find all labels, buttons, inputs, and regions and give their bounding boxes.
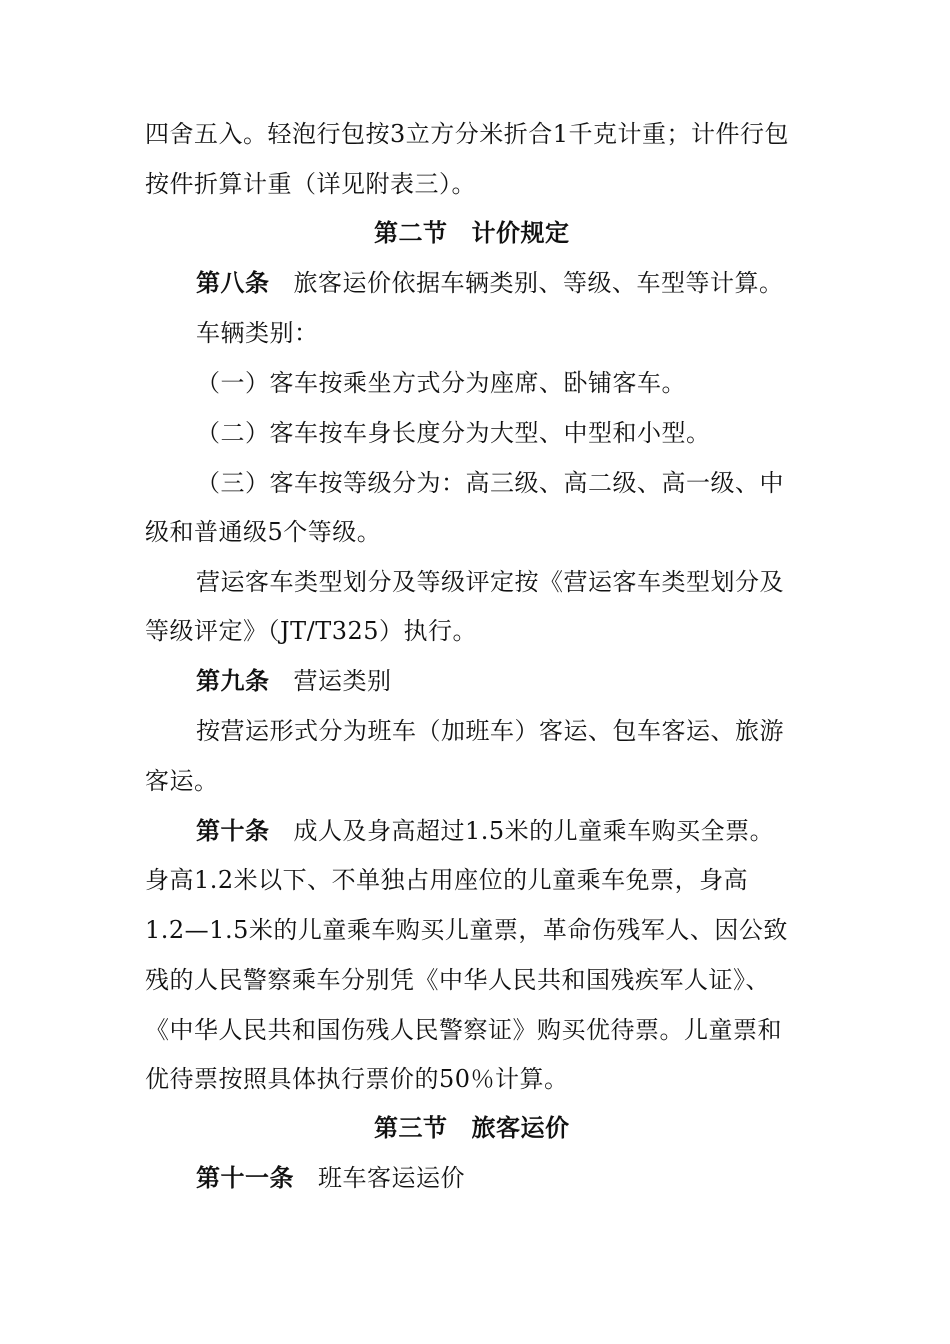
text-line: 1.2—1.5米的儿童乘车购买儿童票，革命伤残军人、因公致 — [145, 916, 788, 944]
article-text: 旅客运价依据车辆类别、等级、车型等计算。 — [293, 269, 784, 297]
article-line — [196, 267, 784, 299]
article-label: 第十一条 — [196, 1164, 294, 1192]
article-line — [196, 1162, 465, 1194]
text-line: 身高1.2米以下、不单独占用座位的儿童乘车免票，身高 — [145, 866, 749, 894]
text-line: 四舍五入。轻泡行包按3立方分米折合1千克计重；计件行包 — [145, 120, 790, 148]
text-line: 按营运形式分为班车（加班车）客运、包车客运、旅游 — [196, 717, 784, 745]
section-title: 计价规定 — [471, 219, 570, 247]
text-line: 车辆类别： — [196, 319, 319, 347]
text-line: 客运。 — [145, 767, 219, 795]
text-line: 优待票按照具体执行票价的50％计算。 — [145, 1065, 569, 1093]
article-label: 第十条 — [196, 817, 270, 845]
article-line — [196, 815, 774, 847]
list-item: （三）客车按等级分为：高三级、高二级、高一级、中 — [196, 469, 784, 497]
list-item: （一）客车按乘坐方式分为座席、卧铺客车。 — [196, 369, 686, 397]
section-title: 旅客运价 — [471, 1114, 570, 1142]
list-item: （二）客车按车身长度分为大型、中型和小型。 — [196, 419, 711, 447]
section-heading — [374, 217, 570, 249]
text-line: 营运客车类型划分及等级评定按《营运客车类型划分及 — [196, 568, 784, 596]
text-line: 按件折算计重（详见附表三）。 — [145, 170, 476, 198]
text-line: 等级评定》（JT/T325）执行。 — [145, 617, 478, 645]
article-text: 成人及身高超过1.5米的儿童乘车购买全票。 — [293, 817, 775, 845]
section-heading — [374, 1112, 570, 1144]
article-label: 第九条 — [196, 667, 270, 695]
section-number: 第三节 — [374, 1114, 448, 1142]
text-line: 残的人民警察乘车分别凭《中华人民共和国残疾军人证》、 — [145, 966, 770, 994]
article-label: 第八条 — [196, 269, 270, 297]
article-line — [196, 665, 392, 697]
text-line: 《中华人民共和国伤残人民警察证》购买优待票。儿童票和 — [145, 1016, 782, 1044]
article-text: 营运类别 — [293, 667, 392, 695]
article-text: 班车客运运价 — [318, 1164, 465, 1192]
text-line: 级和普通级5个等级。 — [145, 518, 382, 546]
section-number: 第二节 — [374, 219, 448, 247]
